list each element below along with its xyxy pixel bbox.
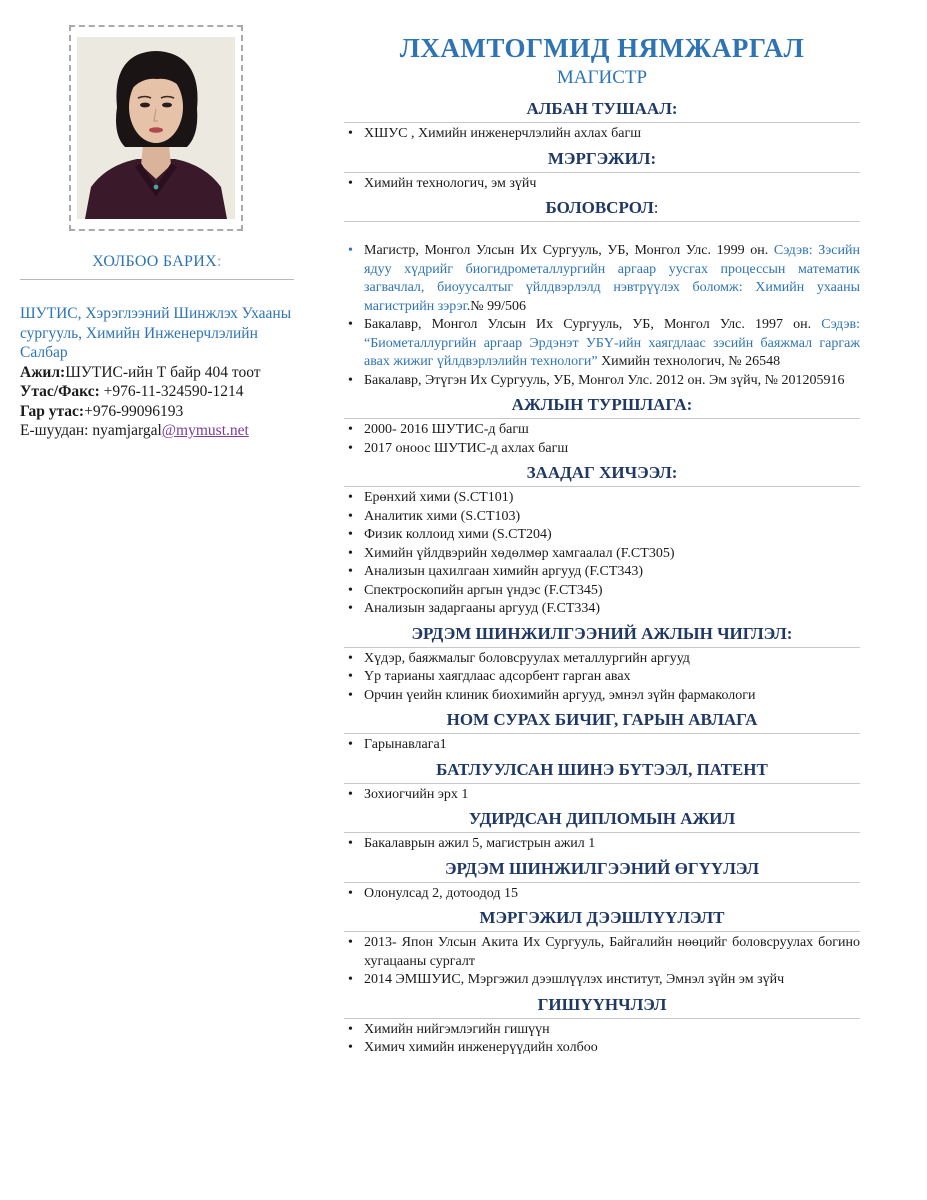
- contact-work: [20, 363, 294, 383]
- contact-heading-text: ХОЛБОО БАРИХ: [92, 253, 217, 270]
- contact-heading: [20, 253, 294, 271]
- list-item: • Химийн үйлдвэрийн хөдөлмөр хамгаалал (F.CT305): [344, 545, 860, 564]
- work-value: ШУТИС-ийн Т байр 404 тоот: [65, 363, 261, 381]
- section-title-membership: ГИШҮҮНЧЛЭЛ: [344, 994, 860, 1019]
- list-item: • Анализын цахилгаан химийн аргууд (F.CT343): [344, 563, 860, 582]
- list-item: • Зохиогчийн эрх 1: [344, 786, 860, 805]
- list-item: • 2013- Япон Улсын Акита Их Сургууль, Байгалийн нөөцийг боловсруулах богино хугацааны сургалт: [344, 934, 860, 971]
- list-item: • Хүдэр, баяжмалыг боловсруулах металлургийн аргууд: [344, 650, 860, 669]
- section-title-position: АЛБАН ТУШААЛ:: [344, 98, 860, 123]
- work-label: Ажил:: [20, 363, 66, 381]
- education-topic: Сэдэв: Зэсийн ядуу хүдрийг биогидрометаллургийн аргаар уусгах процессын математик загвачлал, биоуусалтыг үйлдвэрлэлд нэвтрүүлэх боломж: Химийн ухааны магистрийн зэрэг: [364, 243, 860, 314]
- education-title-colon: :: [653, 198, 659, 217]
- education-text: Магистр, Монгол Улсын Их Сургууль, УБ, Монгол Улс. 1999 он.: [364, 243, 774, 258]
- list-item: • Химийн нийгэмлэгийн гишүүн: [344, 1021, 860, 1040]
- contact-details: [20, 304, 294, 441]
- contact-mobile: [20, 402, 294, 422]
- list-item: • Химийн технологич, эм зүйч: [344, 175, 860, 194]
- list-item: • 2017 оноос ШУТИС-д ахлах багш: [344, 440, 860, 459]
- section-title-courses: ЗААДАГ ХИЧЭЭЛ:: [344, 462, 860, 487]
- person-degree: МАГИСТР: [556, 67, 648, 88]
- list-item: • Ерөнхий хими (S.CT101): [344, 489, 860, 508]
- contact-heading-colon: :: [216, 253, 222, 270]
- contact-phone: [20, 382, 294, 402]
- education-tail: .№ 99/506: [466, 298, 527, 314]
- email-label: Е-шуудан: nyamjargal: [20, 422, 162, 439]
- section-title-papers: ЭРДЭМ ШИНЖИЛГЭЭНИЙ ӨГҮҮЛЭЛ: [344, 858, 860, 883]
- contact-organization: ШУТИС, Хэрэглээний Шинжлэх Ухааны сургууль, Химийн Инженерчлэлийн Салбар: [20, 305, 292, 361]
- list-item: • Спектроскопийн аргын үндэс (F.CT345): [344, 582, 860, 601]
- list-item: • Химич химийн инженерүүдийн холбоо: [344, 1039, 860, 1058]
- courses-list: [344, 489, 860, 619]
- list-item: • ХШУС , Химийн инженерчлэлийн ахлах багш: [344, 125, 860, 144]
- section-title-research: ЭРДЭМ ШИНЖИЛГЭЭНИЙ АЖЛЫН ЧИГЛЭЛ:: [344, 623, 860, 648]
- right-column: [344, 30, 860, 1062]
- section-title-experience: АЖЛЫН ТУРШЛАГА:: [344, 394, 860, 419]
- profession-list: [344, 175, 860, 194]
- position-list: [344, 125, 860, 144]
- section-title-books: НОМ СУРАХ БИЧИГ, ГАРЫН АВЛАГА: [344, 709, 860, 734]
- patents-list: [344, 786, 860, 805]
- section-title-patents: БАТЛУУЛСАН ШИНЭ БҮТЭЭЛ, ПАТЕНТ: [344, 759, 860, 784]
- education-list: [344, 242, 860, 390]
- list-item: • Үр тарианы хаягдлаас адсорбент гарган авах: [344, 668, 860, 687]
- education-item: [344, 316, 860, 372]
- education-item: [344, 242, 860, 316]
- email-link[interactable]: @mymust.net: [161, 422, 249, 439]
- theses-list: [344, 835, 860, 854]
- mobile-value: +976-99096193: [84, 402, 184, 420]
- list-item: • Бакалаврын ажил 5, магистрын ажил 1: [344, 835, 860, 854]
- membership-list: [344, 1021, 860, 1058]
- training-list: [344, 934, 860, 990]
- contact-divider: [20, 279, 294, 280]
- list-item: • Гарынавлага1: [344, 736, 860, 755]
- profile-photo: [77, 37, 235, 219]
- education-text: Бакалавр, Этүгэн Их Сургууль, УБ, Монгол Улс. 2012 он. Эм зүйч, № 201205916: [364, 372, 845, 388]
- list-item: • Аналитик хими (S.CT103): [344, 508, 860, 527]
- experience-list: [344, 421, 860, 458]
- education-title-text: БОЛОВСРОЛ: [545, 198, 654, 217]
- phone-label: Утас/Факс:: [20, 383, 100, 400]
- section-title-education: [344, 197, 860, 222]
- list-item: • Орчин үеийн клиник биохимийн аргууд, эмнэл зүйн фармакологи: [344, 687, 860, 706]
- photo-frame: [69, 25, 243, 231]
- spacer: [344, 222, 860, 240]
- section-title-profession: МЭРГЭЖИЛ:: [344, 148, 860, 173]
- education-tail: Химийн технологич, № 26548: [597, 354, 781, 369]
- list-item: • Анализын задаргааны аргууд (F.CT334): [344, 600, 860, 619]
- list-item: • Физик коллоид хими (S.CT204): [344, 526, 860, 545]
- education-topic: Сэдэв: “Биометаллургийн аргаар Эрдэнэт УБҮ-ийн хаягдлаас зэсийн баяжмал гаргаж авах жижиг үйлдвэрлэлийн технологи”: [364, 317, 860, 369]
- person-name: ЛХАМТОГМИД НЯМЖАРГАЛ: [399, 33, 805, 63]
- section-title-training: МЭРГЭЖИЛ ДЭЭШЛҮҮЛЭЛТ: [344, 907, 860, 932]
- papers-list: [344, 885, 860, 904]
- contact-email: [20, 421, 294, 441]
- list-item: • Олонулсад 2, дотоодод 15: [344, 885, 860, 904]
- phone-value: +976-11-324590-1214: [99, 383, 244, 400]
- books-list: [344, 736, 860, 755]
- list-item: • 2000- 2016 ШУТИС-д багш: [344, 421, 860, 440]
- education-text: Бакалавр, Монгол Улсын Их Сургууль, УБ, Монгол Улс. 1997 он.: [364, 317, 822, 332]
- section-title-theses: УДИРДСАН ДИПЛОМЫН АЖИЛ: [344, 808, 860, 833]
- education-item: [344, 372, 860, 391]
- list-item: • 2014 ЭМШУИС, Мэргэжил дээшлүүлэх институт, Эмнэл зүйн эм зүйч: [344, 971, 860, 990]
- mobile-label: Гар утас:: [20, 402, 85, 420]
- research-list: [344, 650, 860, 706]
